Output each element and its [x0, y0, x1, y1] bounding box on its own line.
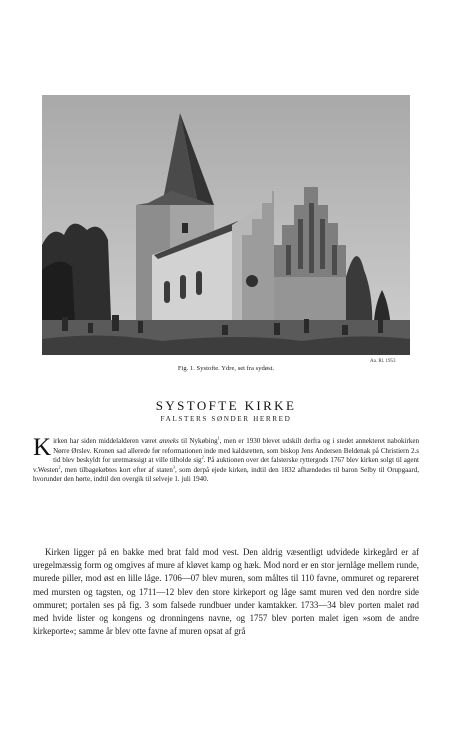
intro-text-5: , men tilbagekøbtes kort efter af staten [60, 465, 173, 474]
footnote-ref-2: 2 [201, 454, 204, 460]
footnote-ref-4: 3 [172, 464, 176, 470]
drop-cap: K [33, 434, 52, 461]
intro-text-3: , men er 1930 blevet udskilt derfra og i stedet annekteret nabokirken Nørre Ørslev. Kronen sad allerede før reformationen inde med kaldsretten, som biskop Jens Andersen Beldenak på Christiern 2.s tid blev beskyldt for uretmæssigt at ville tilholde sig [53, 437, 419, 465]
church-photo-image [42, 95, 410, 355]
intro-text-6: , som derpå ejede kirken, indtil den 1832 afhændedes til baron Selby til Orupgaard, hvorunder den hørte, indtil den overgik til selveje 1. juli 1940. [33, 465, 419, 484]
church-photograph [42, 95, 410, 355]
intro-paragraph [33, 434, 420, 485]
page-title: SYSTOFTE KIRKE [155, 398, 297, 413]
intro-emphasis: anneks [159, 437, 179, 445]
page-subtitle: FALSTERS SØNDER HERRED [160, 415, 292, 423]
footnote-ref-1: 1 [217, 435, 220, 441]
photo-credit: Aa. Rl. 1953 [370, 359, 396, 364]
figure-caption: Fig. 1. Systofte. Ydre, set fra sydøst. [177, 365, 275, 372]
intro-text-4: . På auktionen over det falsterske ryttergods 1767 blev kirken solgt til agent v.Westen [33, 456, 420, 474]
intro-text-2: til Nykøbing [178, 437, 218, 445]
body-paragraph: Kirken ligger på en bakke med brat fald mod vest. Den aldrig væsentligt udvidede kirkegård er af uregelmæssig form og omgives af mure af kløvet kamp og hæk. Mod nord er en stor jernlåge mellem runde, murede piller, mod øst en lille låge. 1706—07 blev muren, som måltes til 110 favne, ommuret og repareret med mursten og tagsten, og 1711—12 blev den store kirkeport og låge samt muren ved den nordre side ommuret; portalen ses på fig. 3 som falsede rundbuer under kamtakker. 1733—34 blev porten malet rød med hvide lister og kongens og dronningens navne, og 1757 blev porten malet igen »som de andre kirkeporte«; samme år blev otte favne af muren opsat af grå [33, 547, 419, 637]
intro-text-1: irken har siden middelalderen været [53, 437, 160, 445]
footnote-ref-3: 2 [58, 464, 61, 470]
